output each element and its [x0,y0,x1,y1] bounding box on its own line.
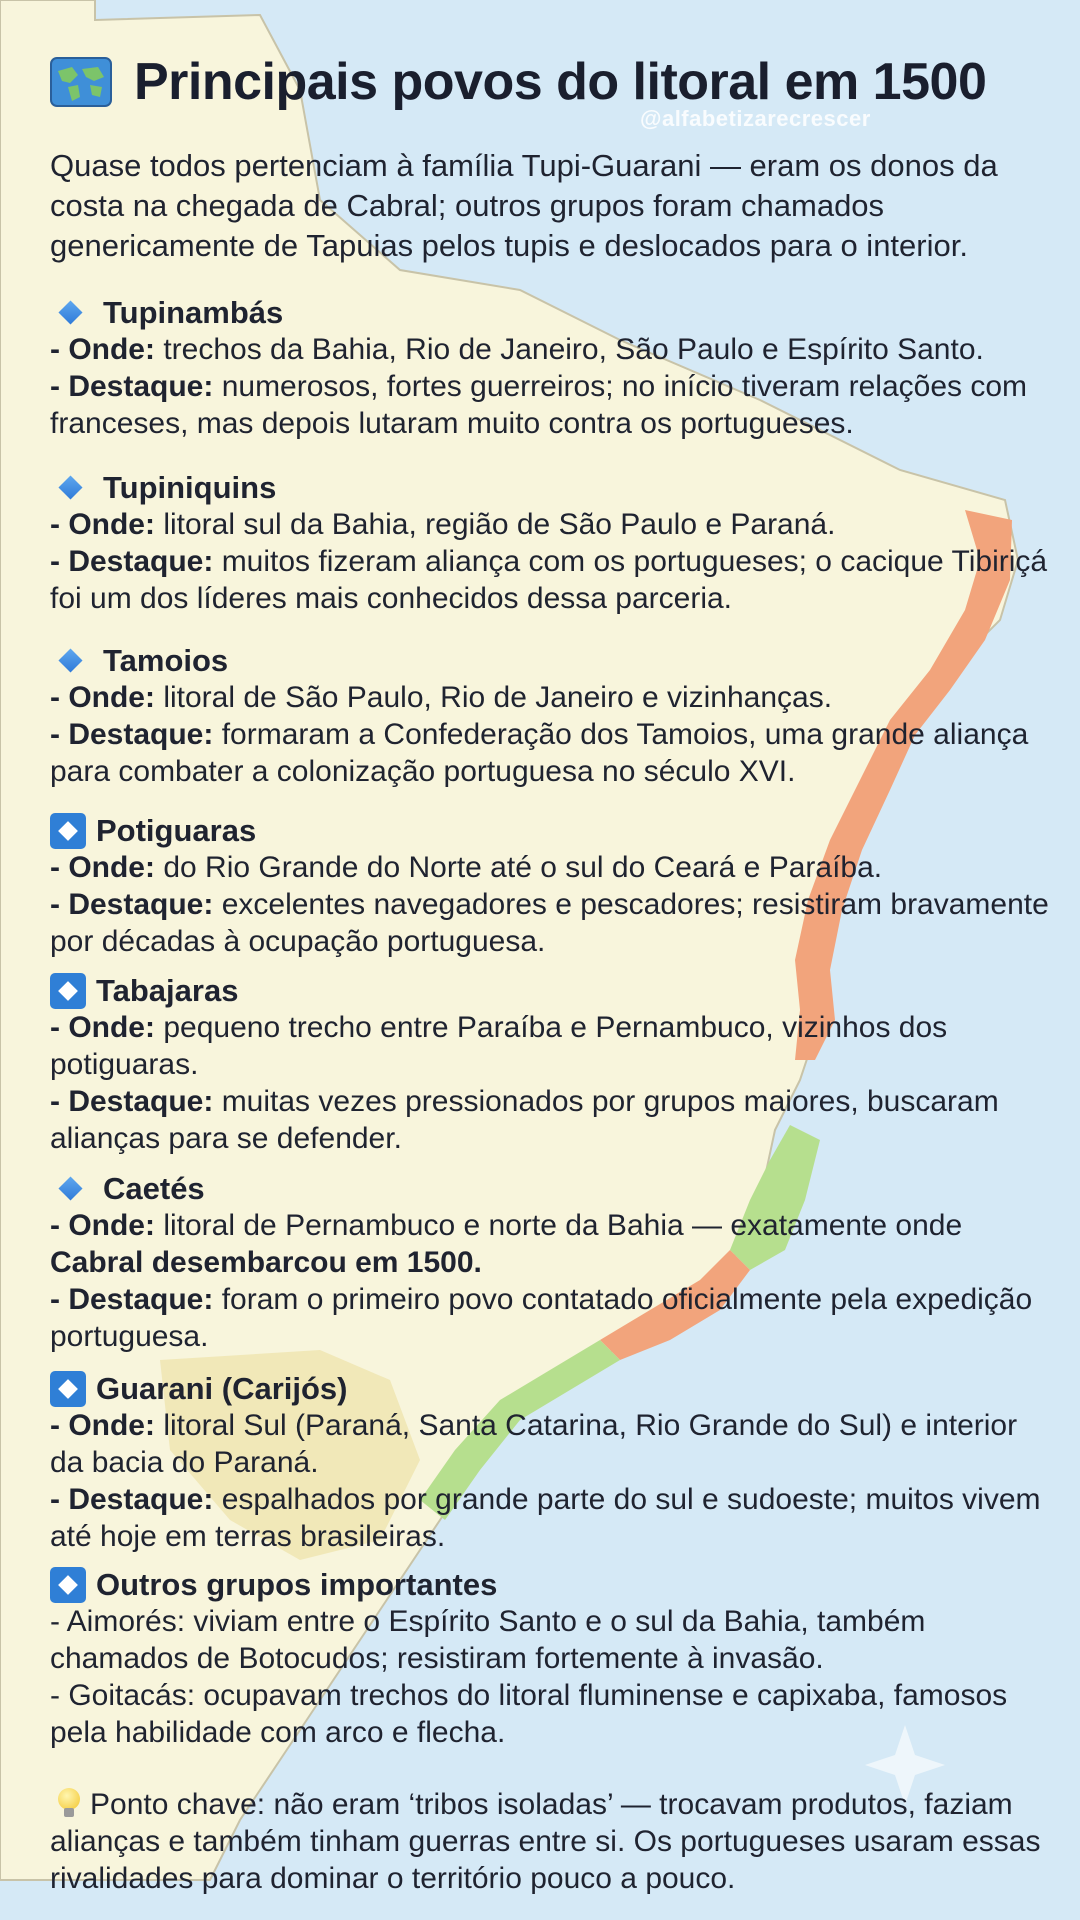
section-title: Tupinambás [103,295,284,330]
onde-text: litoral Sul (Paraná, Santa Catarina, Rio Grande do Sul) e interior da bacia do Paraná. [50,1409,1018,1479]
destaque-label: - Destaque: [50,1483,214,1516]
page-title: Principais povos do litoral em 1500 [134,53,987,111]
onde-label: - Onde: [50,851,155,884]
diamond-with-dot-icon [50,813,86,849]
destaque-text: espalhados por grande parte do sul e sudoeste; muitos vivem até hoje em terras brasileiras. [50,1483,1041,1553]
key-point-text: Ponto chave: não eram ‘tribos isoladas’ — trocavam produtos, faziam alianças e também tinham guerras entre si. Os portugueses usaram essas rivalidades para dominar o território pouco a pouco. [50,1788,1041,1895]
section-outros-grupos [50,1566,1050,1751]
key-point [50,1786,1050,1897]
onde-text: litoral de São Paulo, Rio de Janeiro e vizinhanças. [155,681,833,714]
onde-text: litoral sul da Bahia, região de São Paulo e Paraná. [155,508,836,541]
blue-diamond-icon [58,648,82,672]
section-title: Potiguaras [96,813,257,848]
destaque-label: - Destaque: [50,718,214,751]
onde-text: do Rio Grande do Norte até o sul do Ceará e Paraíba. [155,851,883,884]
onde-label: - Onde: [50,1409,155,1442]
section-tabajaras [50,972,1050,1157]
world-map-icon [50,57,112,107]
section-caetes [50,1170,1050,1355]
aimores-text: - Aimorés: viviam entre o Espírito Santo e o sul da Bahia, também chamados de Botocudos; resistiram fortemente à invasão. [50,1605,926,1675]
onde-label: - Onde: [50,508,155,541]
watermark: @alfabetizarecrescer [640,106,871,131]
diamond-with-dot-icon [50,1567,86,1603]
destaque-label: - Destaque: [50,888,214,921]
destaque-text: excelentes navegadores e pescadores; resistiram bravamente por décadas à ocupação portuguesa. [50,888,1049,958]
destaque-text: muitos fizeram aliança com os portugueses; o cacique Tibiriçá foi um dos líderes mais conhecidos dessa parceria. [50,545,1048,615]
onde-text: pequeno trecho entre Paraíba e Pernambuco, vizinhos dos potiguaras. [50,1011,948,1081]
destaque-text: muitas vezes pressionados por grupos maiores, buscaram alianças para se defender. [50,1085,999,1155]
onde-text: trechos da Bahia, Rio de Janeiro, São Paulo e Espírito Santo. [155,333,984,366]
light-bulb-icon [58,1788,80,1818]
blue-diamond-icon [58,1176,82,1200]
destaque-text: foram o primeiro povo contatado oficialmente pela expedição portuguesa. [50,1283,1033,1353]
blue-diamond-icon [58,475,82,499]
header [50,52,986,112]
section-potiguaras [50,812,1050,960]
goitacas-text: - Goitacás: ocupavam trechos do litoral fluminense e capixaba, famosos pela habilidade com arco e flecha. [50,1679,1008,1749]
section-tupiniquins [50,469,1050,617]
destaque-label: - Destaque: [50,545,214,578]
section-title: Tupiniquins [103,470,277,505]
diamond-with-dot-icon [50,1371,86,1407]
section-tamoios [50,642,1050,790]
onde-label: - Onde: [50,1011,155,1044]
onde-label: - Onde: [50,333,155,366]
section-title: Outros grupos importantes [96,1567,498,1602]
destaque-label: - Destaque: [50,1283,214,1316]
section-title: Caetés [103,1171,205,1206]
destaque-text: formaram a Confederação dos Tamoios, uma grande aliança para combater a colonização portuguesa no século XVI. [50,718,1029,788]
onde-label: - Onde: [50,681,155,714]
destaque-label: - Destaque: [50,1085,214,1118]
blue-diamond-icon [58,300,82,324]
section-title: Tabajaras [96,973,239,1008]
destaque-text: numerosos, fortes guerreiros; no início tiveram relações com franceses, mas depois lutaram muito contra os portugueses. [50,370,1028,440]
intro-text: Quase todos pertenciam à família Tupi-Guarani — eram os donos da costa na chegada de Cabral; outros grupos foram chamados genericamente de Tapuias pelos tupis e deslocados para o interior. [50,148,998,263]
section-guarani [50,1370,1050,1555]
onde-text: litoral de Pernambuco e norte da Bahia — exatamente onde [155,1209,963,1242]
section-title: Guarani (Carijós) [96,1371,348,1406]
destaque-label: - Destaque: [50,370,214,403]
onde-bold-text: Cabral desembarcou em 1500. [50,1246,482,1279]
section-tupinambas [50,294,1050,442]
section-title: Tamoios [103,643,229,678]
diamond-with-dot-icon [50,973,86,1009]
onde-label: - Onde: [50,1209,155,1242]
